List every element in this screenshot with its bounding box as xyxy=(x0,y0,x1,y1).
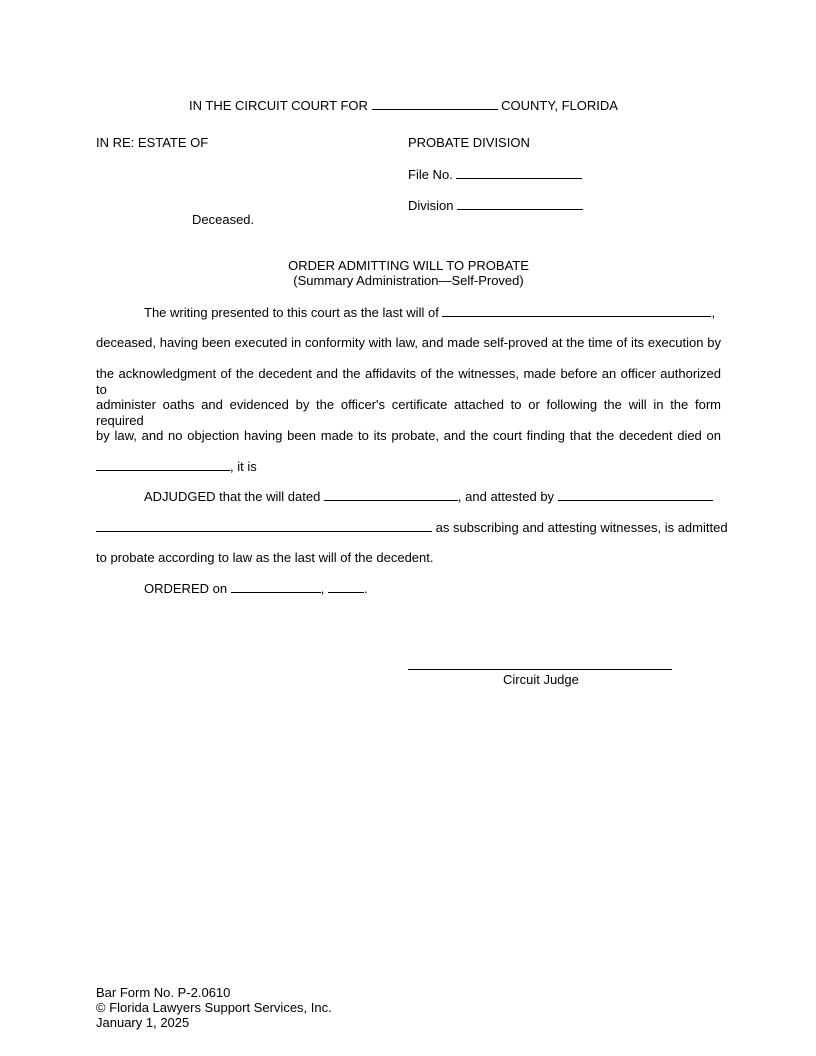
judge-signature-line[interactable] xyxy=(408,669,672,670)
form-date: January 1, 2025 xyxy=(96,1015,190,1030)
division-blank[interactable] xyxy=(457,197,583,210)
body-line-3: the acknowledgment of the decedent and the affidavits of the witnesses, made before an officer authorized to xyxy=(96,366,721,397)
order-year-blank[interactable] xyxy=(328,580,364,593)
in-re-label: IN RE: ESTATE OF xyxy=(96,135,209,150)
division-row xyxy=(408,197,583,214)
court-heading xyxy=(189,97,618,114)
deceased-label: Deceased. xyxy=(192,212,255,227)
file-no-label: File No. xyxy=(408,167,453,182)
body-line-1 xyxy=(144,304,715,321)
body-line-1-comma: , xyxy=(711,305,716,320)
copyright-notice: © Florida Lawyers Support Services, Inc. xyxy=(96,1000,332,1015)
county-blank[interactable] xyxy=(372,97,498,110)
file-no-blank[interactable] xyxy=(456,166,582,179)
adjudged-line-1 xyxy=(144,488,713,505)
ordered-comma: , xyxy=(320,581,325,596)
file-no-row xyxy=(408,166,582,183)
adjudged-line-2 xyxy=(96,519,728,536)
body-line-6 xyxy=(96,458,257,475)
adjudged-line-2-text: as subscribing and attesting witnesses, is admitted xyxy=(435,520,728,535)
circuit-judge-label: Circuit Judge xyxy=(503,672,579,687)
body-line-1-text: The writing presented to this court as the last will of xyxy=(144,305,439,320)
ordered-line xyxy=(144,580,368,597)
document-title: ORDER ADMITTING WILL TO PROBATE xyxy=(288,258,529,273)
body-line-2: deceased, having been executed in conformity with law, and made self-proved at the time of its execution by xyxy=(96,335,721,350)
date-of-death-blank[interactable] xyxy=(96,458,230,471)
witness-blank-1[interactable] xyxy=(558,488,713,501)
adjudged-mid-text: , and attested by xyxy=(457,489,555,504)
witness-blank-2[interactable] xyxy=(96,519,432,532)
bar-form-number: Bar Form No. P-2.0610 xyxy=(96,985,231,1000)
document-subtitle: (Summary Administration—Self-Proved) xyxy=(293,273,524,288)
adjudged-text: ADJUDGED that the will dated xyxy=(144,489,321,504)
decedent-name-blank[interactable] xyxy=(442,304,711,317)
body-line-4: administer oaths and evidenced by the officer's certificate attached to or following the will in the form required xyxy=(96,397,721,428)
body-line-6-text: , it is xyxy=(230,459,257,474)
court-prefix: IN THE CIRCUIT COURT FOR xyxy=(189,98,368,113)
probate-division-label: PROBATE DIVISION xyxy=(408,135,530,150)
division-label: Division xyxy=(408,198,454,213)
ordered-on-label: ORDERED on xyxy=(144,581,228,596)
body-line-5: by law, and no objection having been made to its probate, and the court finding that the decedent died on xyxy=(96,428,721,443)
adjudged-line-3: to probate according to law as the last will of the decedent. xyxy=(96,550,434,565)
will-date-blank[interactable] xyxy=(324,488,458,501)
court-suffix: COUNTY, FLORIDA xyxy=(501,98,618,113)
ordered-period: . xyxy=(363,581,368,596)
order-date-blank[interactable] xyxy=(231,580,321,593)
